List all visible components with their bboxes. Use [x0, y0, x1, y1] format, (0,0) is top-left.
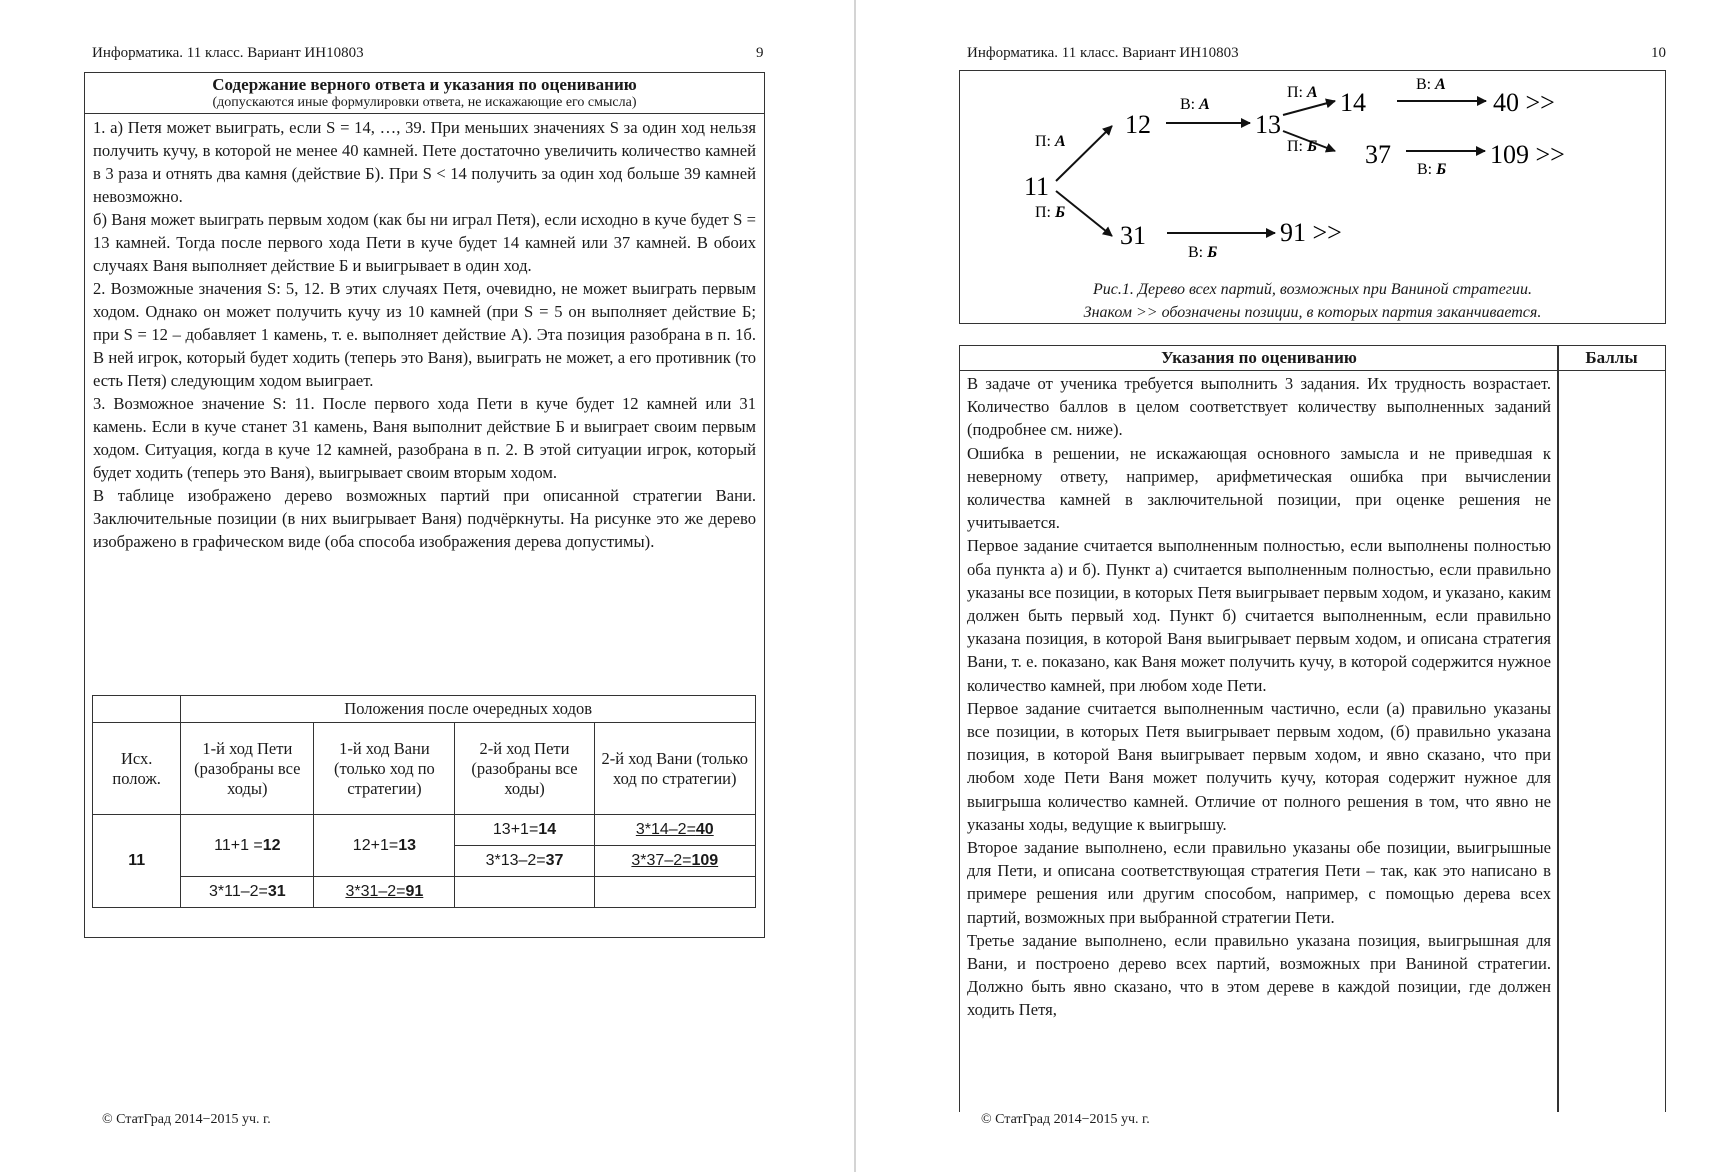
page-footer: © СтатГрад 2014−2015 уч. г.	[102, 1112, 271, 1127]
start-value: 11	[128, 852, 146, 869]
cell-expr: 13+1=	[492, 821, 539, 838]
edge-label: В: А	[1180, 96, 1210, 113]
cell-expr: 3*31–2=	[345, 883, 406, 900]
answer-paragraph: 1. а) Петя может выиграть, если S = 14, …, 39. При меньших значениях S за один ход нельзя получить кучу, в которой не менее 40 камней. Пете достаточно увеличить количество камней в 3 раза и отнять два камня (действие Б). При S < 14 получить за один ход больше 39 камней невозможно.	[93, 118, 756, 206]
scoring-paragraph: Ошибка в решении, не искажающая основного замысла и не приведшая к неверному ответу, например, арифметическая ошибка при вычислении количества камней в заключительной позиции, при оценке решения не учитывается.	[967, 443, 1551, 533]
cell-expr: 11+1 =	[214, 836, 263, 854]
edge-label: П: А	[1035, 133, 1066, 150]
header-title: Информатика. 11 класс. Вариант ИН10803	[967, 45, 1239, 61]
table-cell	[594, 815, 755, 846]
final-position	[636, 821, 714, 838]
tree-node: 12	[1125, 110, 1151, 139]
cell-expr: 3*13–2=	[485, 852, 546, 869]
cell-value: 40	[695, 821, 714, 838]
scoring-paragraph: Первое задание считается выполненным частично, если (а) правильно указаны все позиции, в которых Петя выигрывает первым ходом, (б) правильно указана позиция, в которой Ваня выигрывает первым ходом, и явно сказано, что при любом ходе Пети Ваня может получить кучу, которая содержит нужное для выигрыша количество камней. Отличие от полного решения в том, что явно не указаны ходы, ведущие к выигрышу.	[967, 698, 1551, 834]
cell-value: 14	[538, 821, 557, 838]
tree-node: 13	[1255, 110, 1281, 139]
table-cell	[314, 815, 455, 877]
tree-node: 40 >>	[1493, 88, 1555, 117]
scoring-paragraph: Второе задание выполнено, если правильно указаны обе позиции, выигрышные для Пети, и описана соответствующая стратегия Пети – так, как это написано в примере решения или другим способом, например, с помощью дерева всех партий, возможных при выбранной стратегии Пети.	[967, 838, 1551, 927]
table-header-vanya-2: 2-й ход Вани (только ход по стратегии)	[594, 723, 755, 815]
tree-node: 109 >>	[1490, 140, 1565, 169]
edge-label: П: А	[1287, 84, 1318, 101]
tree-node: 11	[1024, 172, 1050, 201]
scoring-table	[959, 345, 1666, 1112]
answer-body	[85, 114, 764, 553]
cell-value: 91	[405, 883, 424, 900]
scoring-paragraph: Третье задание выполнено, если правильно указана позиция, выигрышная для Вани, и построено дерево всех партий, возможных при Ваниной стратегии. Должно быть явно сказано, что в этом дереве в каждой позиции, где должен ходить Петя,	[967, 930, 1551, 1020]
answer-paragraph: В таблице изображено дерево возможных партий при описанной стратегии Вани. Заключительные позиции (в них выигрывает Ваня) подчёркнуты. На рисунке это же дерево изображено в графическом виде (оба способа изображения дерева допустимы).	[93, 486, 756, 551]
table-start-cell	[93, 815, 181, 908]
scoring-instructions	[967, 372, 1551, 1022]
edge-label: В: Б	[1188, 244, 1218, 261]
table-cell	[181, 877, 314, 908]
edge-label: В: Б	[1417, 161, 1447, 178]
cell-value: 109	[691, 852, 719, 869]
tree-node: 14	[1340, 88, 1366, 117]
table-cell	[455, 815, 594, 846]
table-header-petya-2: 2-й ход Пети (разобраны все ходы)	[455, 723, 594, 815]
cell-expr: 12+1=	[352, 836, 399, 854]
cell-expr: 3*14–2=	[635, 821, 696, 838]
answer-box-subtitle: (допускаются иные формулировки ответа, не искажающие его смысла)	[212, 95, 637, 110]
scoring-paragraph: В задаче от ученика требуется выполнить 3 задания. Их трудность возрастает. Количество баллов в целом соответствует количеству выполненных заданий (подробнее см. ниже).	[967, 374, 1551, 440]
page-number: 10	[1651, 45, 1666, 61]
edge-13-14	[1283, 101, 1335, 115]
answer-paragraph: 3. Возможное значение S: 11. После первого хода Пети в куче будет 12 камней или 31 камень. Если в куче станет 31 камень, Ваня выполнит действие Б и выиграет своим первым ходом. Ситуация, когда в куче 12 камней, разобрана в п. 2. В этой ситуации игрок, который будет ходить (теперь это Ваня), выигрывает своим вторым ходом.	[93, 394, 756, 482]
answer-paragraph: 2. Возможные значения S: 5, 12. В этих случаях Петя, очевидно, не может выиграть первым ходом. Однако он может получить кучу из 10 камней (при S = 5 он выполняет действие Б; при S = 12 – добавляет 1 камень, т. е. выполняет действие А). Эта позиция разобрана в п. 1б. В ней игрок, который будет ходить (теперь это Ваня), выиграть не может, а его противник (то есть Петя) следующим ходом выиграет.	[93, 279, 756, 390]
page-10	[857, 0, 1710, 1172]
table-group-header: Положения после очередных ходов	[181, 696, 756, 723]
tree-node: 91 >>	[1280, 218, 1342, 247]
table-corner-cell	[93, 696, 181, 723]
answer-paragraph: б) Ваня может выиграть первым ходом (как бы ни играл Петя), если исходно в куче будет S = 13 камней. Тогда после первого хода Пети в куче будет 14 камней или 37 камней. В обоих случаях Ваня выполняет действие Б и выигрывает в один ход.	[93, 210, 756, 275]
col-points: Баллы	[1585, 348, 1638, 367]
table-cell	[594, 846, 755, 877]
cell-expr: 3*37–2=	[631, 852, 692, 869]
page-number: 9	[756, 45, 764, 61]
figure-box	[959, 70, 1666, 324]
edge-label: П: Б	[1035, 204, 1066, 221]
table-header-start: Исх. полож.	[93, 723, 181, 815]
cell-expr: 3*11–2=	[208, 883, 268, 900]
cell-value: 31	[267, 883, 286, 900]
answer-box-title: Содержание верного ответа и указания по оцениванию	[212, 75, 637, 94]
cell-value: 13	[398, 836, 416, 854]
edge-label: П: Б	[1287, 138, 1318, 155]
table-empty-cell	[455, 877, 594, 908]
page-footer: © СтатГрад 2014−2015 уч. г.	[981, 1112, 1150, 1127]
scoring-paragraph: Первое задание считается выполненным полностью, если выполнены полностью оба пункта а) и б). Пункт а) считается выполненным полностью, если правильно указаны все позиции, в которых Петя выигрывает первым ходом, и указано, каким должен быть первый ход. Пункт б) считается выполненным, если правильно указана позиция, в которой Ваня выигрывает первым ходом, и описана стратегия Вани, т. е. показано, как Ваня может получить кучу, в которой содержится нужное количество камней, при любом ходе Пети.	[967, 536, 1551, 695]
figure-caption	[960, 278, 1665, 324]
cell-value: 37	[545, 852, 564, 869]
edge-label: В: А	[1416, 76, 1446, 93]
answer-box-header	[85, 73, 764, 114]
tree-node: 31	[1120, 221, 1146, 250]
table-cell	[181, 815, 314, 877]
cell-value: 12	[262, 836, 281, 854]
caption-line: Рис.1. Дерево всех партий, возможных при Ваниной стратегии.	[1092, 281, 1533, 298]
table-cell	[455, 846, 594, 877]
scoring-table-header	[960, 346, 1665, 371]
game-tree-table	[92, 695, 756, 908]
tree-node: 37	[1365, 140, 1391, 169]
table-cell	[314, 877, 455, 908]
column-divider	[1557, 346, 1559, 1112]
caption-line: Знаком >> обозначены позиции, в которых партия заканчивается.	[1083, 304, 1542, 321]
final-position	[631, 852, 718, 869]
table-header-petya-1: 1-й ход Пети (разобраны все ходы)	[181, 723, 314, 815]
table-header-vanya-1: 1-й ход Вани (только ход по стратегии)	[314, 723, 455, 815]
final-position	[345, 883, 423, 900]
table-empty-cell	[594, 877, 755, 908]
col-instructions: Указания по оцениванию	[1161, 348, 1357, 367]
header-title: Информатика. 11 класс. Вариант ИН10803	[92, 45, 364, 61]
